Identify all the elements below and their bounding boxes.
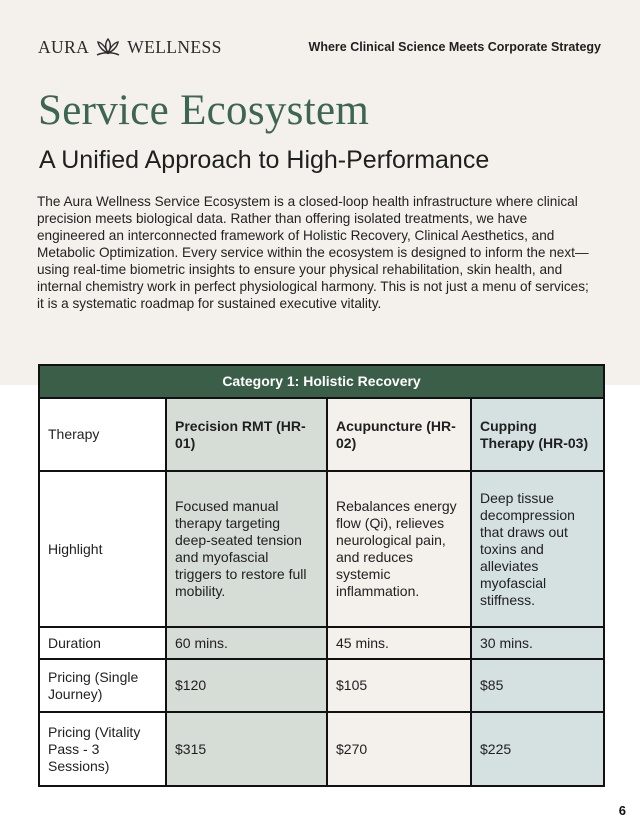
brand-logo: [38, 36, 222, 58]
row-label-therapy: Therapy: [39, 398, 166, 471]
highlight-cell: Rebalances energy flow (Qi), relieves neurological pain, and reduces systemic inflammation.: [327, 471, 471, 627]
therapy-cell: Acupuncture (HR-02): [327, 398, 471, 471]
intro-paragraph: The Aura Wellness Service Ecosystem is a closed-loop health infrastructure where clinical precision meets biological data. Rather than offering isolated treatments, we have engineered an interconnected framework of Holistic Recovery, Clinical Aesthetics, and Metabolic Optimization. Every service within the ecosystem is designed to inform the next—using real-time biometric insights to ensure your physical rehabilitation, skin health, and internal chemistry work in perfect physiological harmony. This is not just a menu of services; it is a systematic roadmap for sustained executive vitality.: [37, 194, 589, 311]
lotus-icon: [94, 36, 122, 58]
row-label-pricing-single: Pricing (Single Journey): [39, 659, 166, 712]
price-pass-cell: $225: [471, 712, 604, 786]
brand-name-right: WELLNESS: [127, 36, 222, 57]
tagline: Where Clinical Science Meets Corporate Strategy: [308, 40, 601, 54]
row-label-duration: Duration: [39, 627, 166, 659]
highlight-cell: Focused manual therapy targeting deep-seated tension and myofascial triggers to restore full mobility.: [166, 471, 327, 627]
therapy-cell: Precision RMT (HR-01): [166, 398, 327, 471]
price-single-cell: $120: [166, 659, 327, 712]
table-row: [39, 398, 604, 471]
page-title: Service Ecosystem: [38, 87, 370, 134]
page-subtitle: A Unified Approach to High-Performance: [39, 146, 490, 174]
table-row: [39, 659, 604, 712]
duration-cell: 30 mins.: [471, 627, 604, 659]
duration-cell: 60 mins.: [166, 627, 327, 659]
price-pass-cell: $315: [166, 712, 327, 786]
row-label-highlight: Highlight: [39, 471, 166, 627]
duration-cell: 45 mins.: [327, 627, 471, 659]
brand-name-left: AURA: [38, 36, 90, 57]
highlight-cell: Deep tissue decompression that draws out toxins and alleviates myofascial stiffness.: [471, 471, 604, 627]
table-row: [39, 627, 604, 659]
row-label-pricing-pass: Pricing (Vitality Pass - 3 Sessions): [39, 712, 166, 786]
table-row: [39, 471, 604, 627]
therapy-cell: Cupping Therapy (HR-03): [471, 398, 604, 471]
page-number: 6: [618, 803, 626, 818]
table-row: [39, 712, 604, 786]
price-single-cell: $85: [471, 659, 604, 712]
price-pass-cell: $270: [327, 712, 471, 786]
category-header: Category 1: Holistic Recovery: [39, 365, 604, 398]
price-single-cell: $105: [327, 659, 471, 712]
table-category-row: [39, 365, 604, 398]
service-table: [38, 364, 605, 787]
